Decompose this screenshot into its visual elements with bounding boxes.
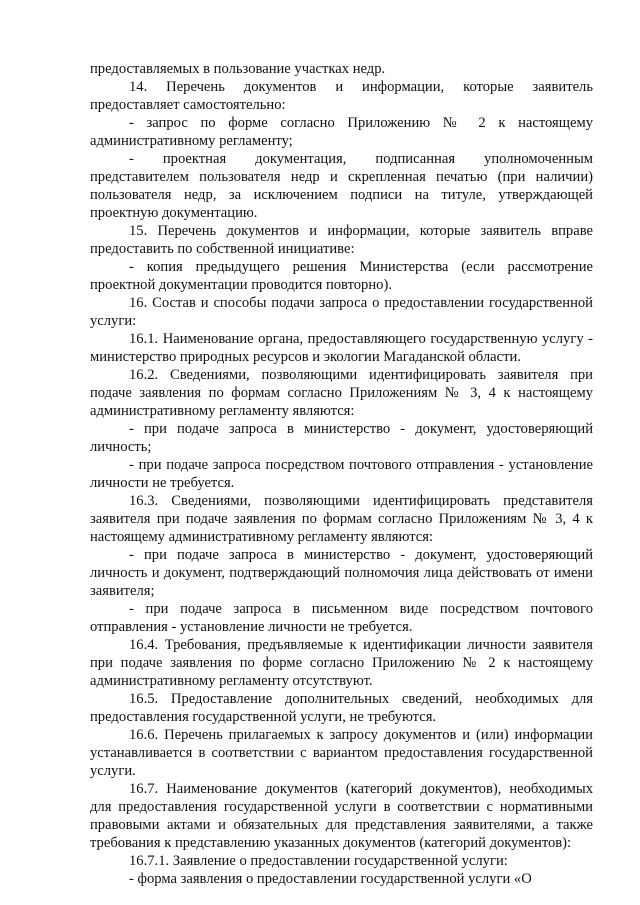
paragraph-14: 14. Перечень документов и информации, которые заявитель предоставляет самостоятельно: xyxy=(90,79,593,113)
paragraph-16-3: 16.3. Сведениями, позволяющими идентифицировать представителя заявителя при подаче заявления по формам согласно Приложениям № 3, 4 к настоящему административному регламенту являются: xyxy=(90,493,593,545)
list-item: - при подаче запроса в письменном виде посредством почтового отправления - установление личности не требуется. xyxy=(90,601,593,635)
list-item: - при подаче запроса посредством почтового отправления - установление личности не требуется. xyxy=(90,457,593,491)
paragraph-16-2: 16.2. Сведениями, позволяющими идентифицировать заявителя при подаче заявления по формам согласно Приложениям № 3, 4 к настоящему административному регламенту являются: xyxy=(90,367,593,419)
paragraph-16-6: 16.6. Перечень прилагаемых к запросу документов и (или) информации устанавливается в соответствии с вариантом предоставления государственной услуги. xyxy=(90,727,593,779)
paragraph-16-4: 16.4. Требования, предъявляемые к идентификации личности заявителя при подаче заявления по форме согласно Приложению № 2 к настоящему административному регламенту отсутствуют. xyxy=(90,637,593,689)
list-item: - при подаче запроса в министерство - документ, удостоверяющий личность и документ, подтверждающий полномочия лица действовать от имени заявителя; xyxy=(90,547,593,599)
paragraph-15: 15. Перечень документов и информации, которые заявитель вправе предоставить по собственной инициативе: xyxy=(90,223,593,257)
paragraph-16: 16. Состав и способы подачи запроса о предоставлении государственной услуги: xyxy=(90,295,593,329)
document-page xyxy=(90,60,593,888)
list-item: - при подаче запроса в министерство - документ, удостоверяющий личность; xyxy=(90,421,593,455)
paragraph-16-7-1: 16.7.1. Заявление о предоставлении государственной услуги: xyxy=(129,853,508,869)
list-item: - форма заявления о предоставлении государственной услуги «О xyxy=(129,871,532,887)
list-item: - проектная документация, подписанная уполномоченным представителем пользователя недр и скрепленная печатью (при наличии) пользователя недр, за исключением подписи на титуле, утверждающей проектную документацию. xyxy=(90,151,593,221)
paragraph-16-1: 16.1. Наименование органа, предоставляющего государственную услугу - министерство природных ресурсов и экологии Магаданской области. xyxy=(90,331,593,365)
paragraph-continuation: предоставляемых в пользование участках недр. xyxy=(90,61,386,77)
paragraph-16-5: 16.5. Предоставление дополнительных сведений, необходимых для предоставления государственной услуги, не требуются. xyxy=(90,691,593,725)
list-item: - запрос по форме согласно Приложению № 2 к настоящему административному регламенту; xyxy=(90,115,593,149)
list-item: - копия предыдущего решения Министерства (если рассмотрение проектной документации проводится повторно). xyxy=(90,259,593,293)
paragraph-16-7: 16.7. Наименование документов (категорий документов), необходимых для предоставления государственной услуги в соответствии с нормативными правовыми актами и обязательных для представления заявителями, а также требования к представлению указанных документов (категорий документов): xyxy=(90,781,593,851)
